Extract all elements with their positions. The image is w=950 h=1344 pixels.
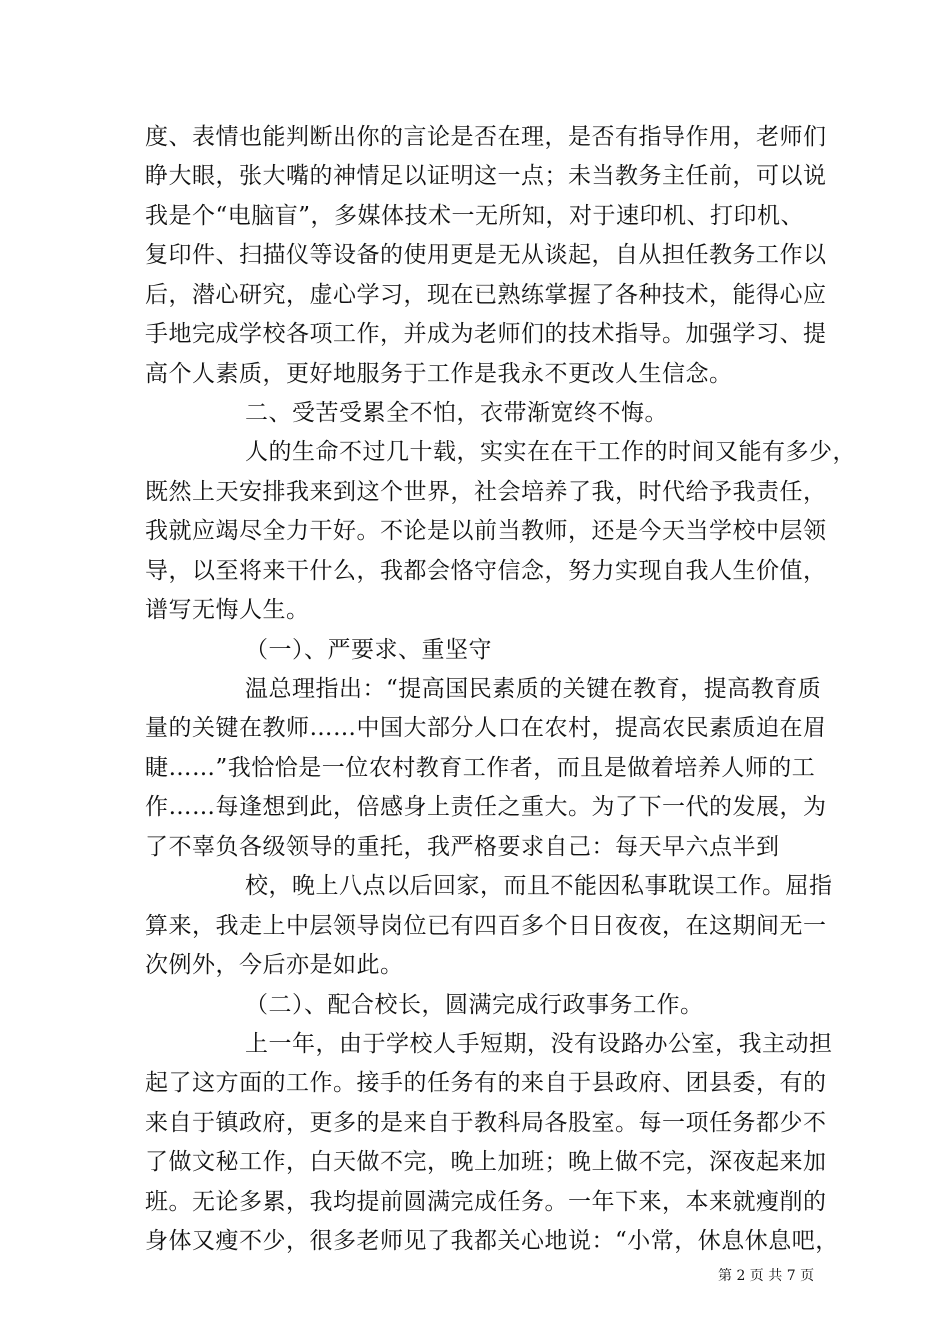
text-line: 班。无论多累，我均提前圆满完成任务。一年下来，本来就瘦削的 [145,1189,827,1215]
text-line: 了不辜负各级领导的重托，我严格要求自己：每天早六点半到 [145,834,780,860]
text-line: 身体又瘦不少，很多老师见了我都关心地说：“小常，休息休息吧， [145,1228,839,1254]
text-line: 谱写无悔人生。 [145,597,310,623]
text-line: 了做文秘工作，白天做不完，晚上加班；晚上做不完，深夜起来加 [145,1149,827,1175]
text-line: 起了这方面的工作。接手的任务有的来自于县政府、团县委，有的 [145,1070,827,1096]
text-line: 后，潜心研究，虚心学习，现在已熟练掌握了各种技术，能得心应 [145,282,827,308]
subsection-heading: （二）、配合校长，圆满完成行政事务工作。 [245,992,704,1018]
text-line: 算来，我走上中层领导岗位已有四百多个日日夜夜，在这期间无一 [145,913,827,939]
text-line: 温总理指出：“提高国民素质的关键在教育，提高教育质 [245,676,822,702]
text-line: 度、表情也能判断出你的言论是否在理，是否有指导作用，老师们 [145,124,827,150]
text-line: 睫……”我恰恰是一位农村教育工作者，而且是做着培养人师的工 [145,755,816,781]
text-line: 我就应竭尽全力干好。不论是以前当教师，还是今天当学校中层领 [145,518,827,544]
text-line: 上一年，由于学校人手短期，没有设路办公室，我主动担 [245,1031,833,1057]
text-line: 手地完成学校各项工作，并成为老师们的技术指导。加强学习、提 [145,321,827,347]
text-line: 作……每逢想到此，倍感身上责任之重大。为了下一代的发展，为 [145,794,827,820]
text-line: 量的关键在教师……中国大部分人口在农村，提高农民素质迫在眉 [145,715,827,741]
text-line: 既然上天安排我来到这个世界，社会培养了我，时代给予我责任， [145,479,827,505]
subsection-heading: （一）、严要求、重坚守 [245,637,492,663]
page-number: 第 2 页 共 7 页 [718,1268,815,1284]
text-line: 高个人素质，更好地服务于工作是我永不更改人生信念。 [145,361,733,387]
text-line: 次例外，今后亦是如此。 [145,952,404,978]
text-line: 校，晚上八点以后回家，而且不能因私事耽误工作。屈指 [245,873,833,899]
text-line: 导，以至将来干什么，我都会恪守信念，努力实现自我人生价值， [145,558,827,584]
text-line: 来自于镇政府，更多的是来自于教科局各股室。每一项任务都少不 [145,1110,827,1136]
text-line: 我是个“电脑盲”，多媒体技术一无所知，对于速印机、打印机、 [145,203,805,229]
section-heading: 二、受苦受累全不怕，衣带渐宽终不悔。 [245,400,668,426]
text-line: 复印件、扫描仪等设备的使用更是无从谈起，自从担任教务工作以 [145,242,827,268]
text-line: 人的生命不过几十载，实实在在干工作的时间又能有多少， [245,439,856,465]
text-line: 睁大眼，张大嘴的神情足以证明这一点；未当教务主任前，可以说 [145,163,827,189]
